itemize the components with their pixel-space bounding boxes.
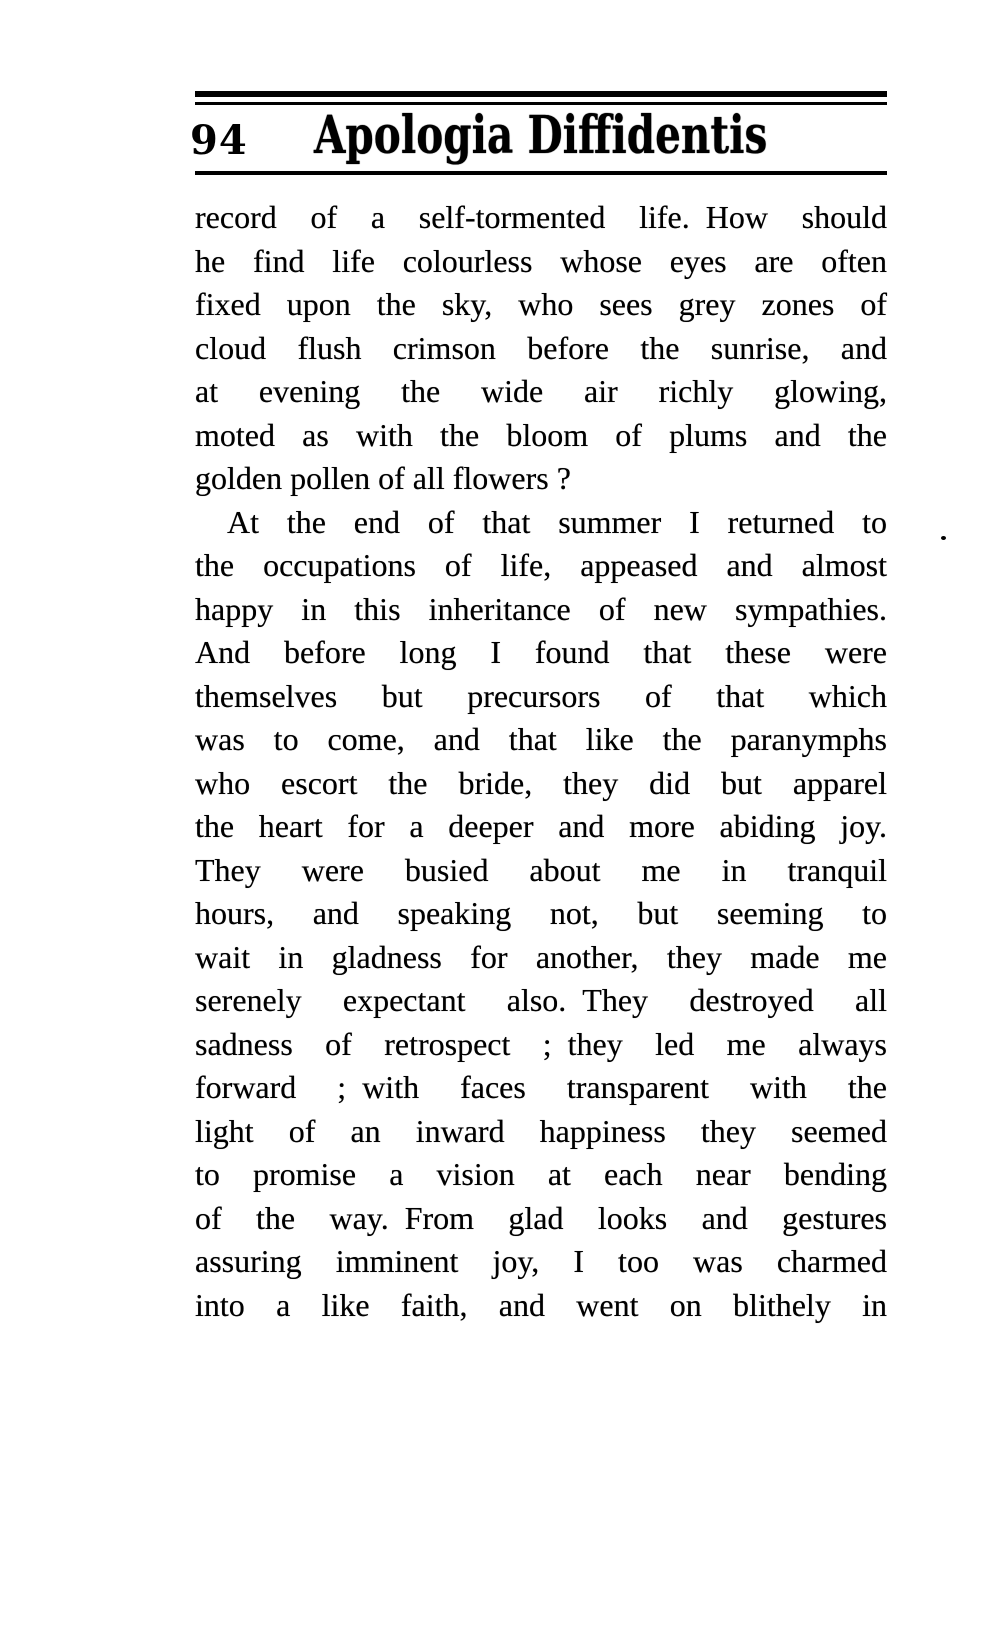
text-line: cloud flush crimson before the sunrise, and	[195, 329, 887, 366]
text-line: moted as with the bloom of plums and the	[195, 416, 887, 453]
text-line: They were busied about me in tranquil	[195, 851, 887, 888]
page-number: 94	[190, 117, 248, 164]
text-line: at evening the wide air richly glowing,	[195, 373, 887, 409]
text-line: themselves but precursors of that which	[195, 677, 887, 714]
text-line: the occupations of life, appeased and almost	[195, 547, 887, 583]
running-title-text: Apologia Diffidentis	[314, 105, 768, 166]
text-line: into a like faith, and went on blithely in	[195, 1286, 887, 1323]
text-line-paragraph-end: golden pollen of all flowers ?	[195, 460, 571, 496]
running-title	[195, 105, 887, 166]
text-line: who escort the bride, they did but apparel	[195, 764, 887, 801]
text-line: forward ; with faces transparent with the	[195, 1069, 887, 1105]
text-line: he find life colourless whose eyes are often	[195, 242, 887, 279]
text-line: wait in gladness for another, they made me	[195, 938, 887, 975]
text-line: the heart for a deeper and more abiding joy.	[195, 808, 887, 844]
header-rule	[195, 171, 887, 175]
text-line: hours, and speaking not, but seeming to	[195, 895, 887, 931]
text-line: was to come, and that like the paranymphs	[195, 721, 887, 757]
text-line-paragraph-start: At the end of that summer I returned to	[227, 503, 887, 540]
text-line: sadness of retrospect ; they led me always	[195, 1025, 887, 1062]
text-line: serenely expectant also. They destroyed all	[195, 982, 887, 1018]
text-line: of the way. From glad looks and gestures	[195, 1199, 887, 1236]
text-line: light of an inward happiness they seemed	[195, 1112, 887, 1149]
text-line: happy in this inheritance of new sympathies.	[195, 590, 887, 627]
text-line: record of a self-tormented life. How should	[195, 199, 887, 235]
text-block	[195, 196, 887, 1327]
text-line: assuring imminent joy, I too was charmed	[195, 1243, 887, 1279]
text-line: fixed upon the sky, who sees grey zones of	[195, 286, 887, 322]
top-rule-thick	[195, 91, 887, 97]
text-line: And before long I found that these were	[195, 634, 887, 670]
text-line: to promise a vision at each near bending	[195, 1156, 887, 1192]
scan-speck	[941, 536, 946, 540]
